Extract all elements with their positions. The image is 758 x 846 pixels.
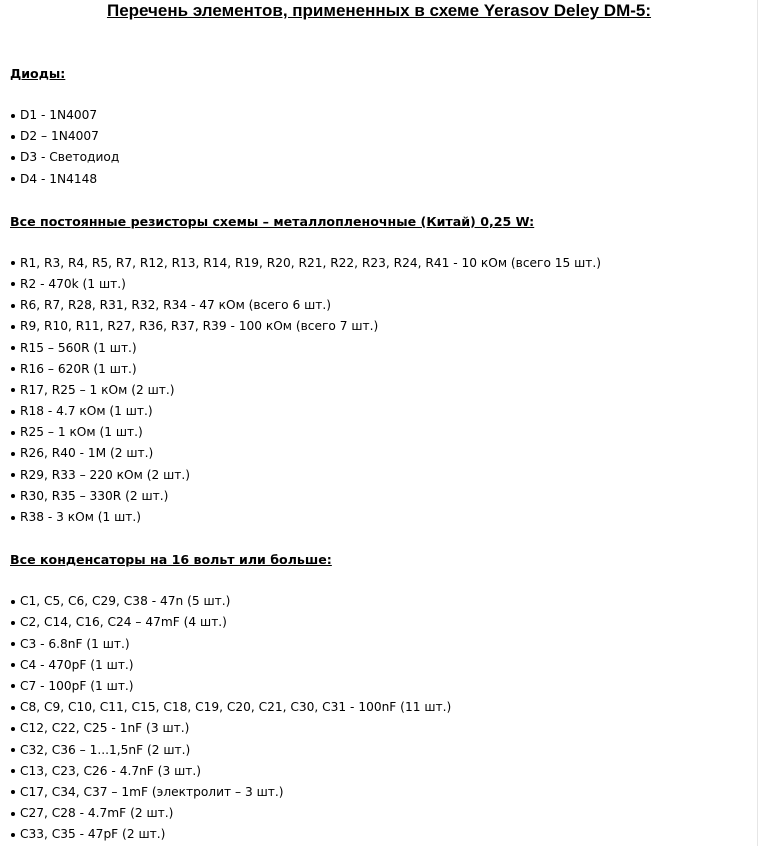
list-item: R26, R40 - 1M (2 шт.) — [10, 443, 750, 464]
list-item: C32, C36 – 1...1,5nF (2 шт.) — [10, 740, 750, 761]
list-item: C27, C28 - 4.7mF (2 шт.) — [10, 803, 750, 824]
section-heading-diodes: Диоды: — [10, 66, 66, 81]
list-item: D3 - Светодиод — [10, 147, 750, 168]
list-item: R38 - 3 кОм (1 шт.) — [10, 507, 750, 528]
spacer — [10, 570, 750, 591]
resistors-list — [10, 253, 750, 528]
list-item: C13, C23, C26 - 4.7nF (3 шт.) — [10, 761, 750, 782]
list-item: R18 - 4.7 кОм (1 шт.) — [10, 401, 750, 422]
list-item: D2 – 1N4007 — [10, 126, 750, 147]
list-item: R17, R25 – 1 кОм (2 шт.) — [10, 380, 750, 401]
spacer — [10, 232, 750, 253]
section-heading-capacitors: Все конденсаторы на 16 вольт или больше: — [10, 552, 332, 568]
list-item: C17, C34, C37 – 1mF (электролит – 3 шт.) — [10, 782, 750, 803]
list-item: C12, C22, C25 - 1nF (3 шт.) — [10, 718, 750, 739]
section-heading-resistors: Все постоянные резисторы схемы – металлопленочные (Китай) 0,25 W: — [10, 213, 535, 229]
list-item: C1, C5, C6, C29, C38 - 47n (5 шт.) — [10, 591, 750, 612]
page-title: Перечень элементов, примененных в схеме Yerasov Deley DM-5: — [106, 1, 652, 20]
list-item: C33, C35 - 47pF (2 шт.) — [10, 824, 750, 845]
list-item: R9, R10, R11, R27, R36, R37, R39 - 100 кОм (всего 7 шт.) — [10, 316, 750, 337]
list-item: C3 - 6.8nF (1 шт.) — [10, 634, 750, 655]
spacer — [10, 190, 750, 211]
capacitors-list — [10, 591, 750, 845]
spacer — [10, 84, 750, 105]
list-item: D1 - 1N4007 — [10, 105, 750, 126]
list-item: C7 - 100pF (1 шт.) — [10, 676, 750, 697]
diodes-list — [10, 105, 750, 190]
list-item: R29, R33 – 220 кОм (2 шт.) — [10, 465, 750, 486]
list-item: R6, R7, R28, R31, R32, R34 - 47 кОм (всего 6 шт.) — [10, 295, 750, 316]
list-item: R15 – 560R (1 шт.) — [10, 338, 750, 359]
list-item: C4 - 470pF (1 шт.) — [10, 655, 750, 676]
list-item: D4 - 1N4148 — [10, 169, 750, 190]
list-item: R1, R3, R4, R5, R7, R12, R13, R14, R19, R20, R21, R22, R23, R24, R41 - 10 кОм (всего 15 шт.) — [10, 253, 750, 274]
list-item: C2, C14, C16, C24 – 47mF (4 шт.) — [10, 612, 750, 633]
list-item: C8, C9, C10, C11, C15, C18, C19, C20, C21, C30, C31 - 100nF (11 шт.) — [10, 697, 750, 718]
list-item: R16 – 620R (1 шт.) — [10, 359, 750, 380]
list-item: R25 – 1 кОм (1 шт.) — [10, 422, 750, 443]
document-content — [10, 63, 750, 845]
spacer — [10, 528, 750, 549]
list-item: R30, R35 – 330R (2 шт.) — [10, 486, 750, 507]
list-item: R2 - 470k (1 шт.) — [10, 274, 750, 295]
